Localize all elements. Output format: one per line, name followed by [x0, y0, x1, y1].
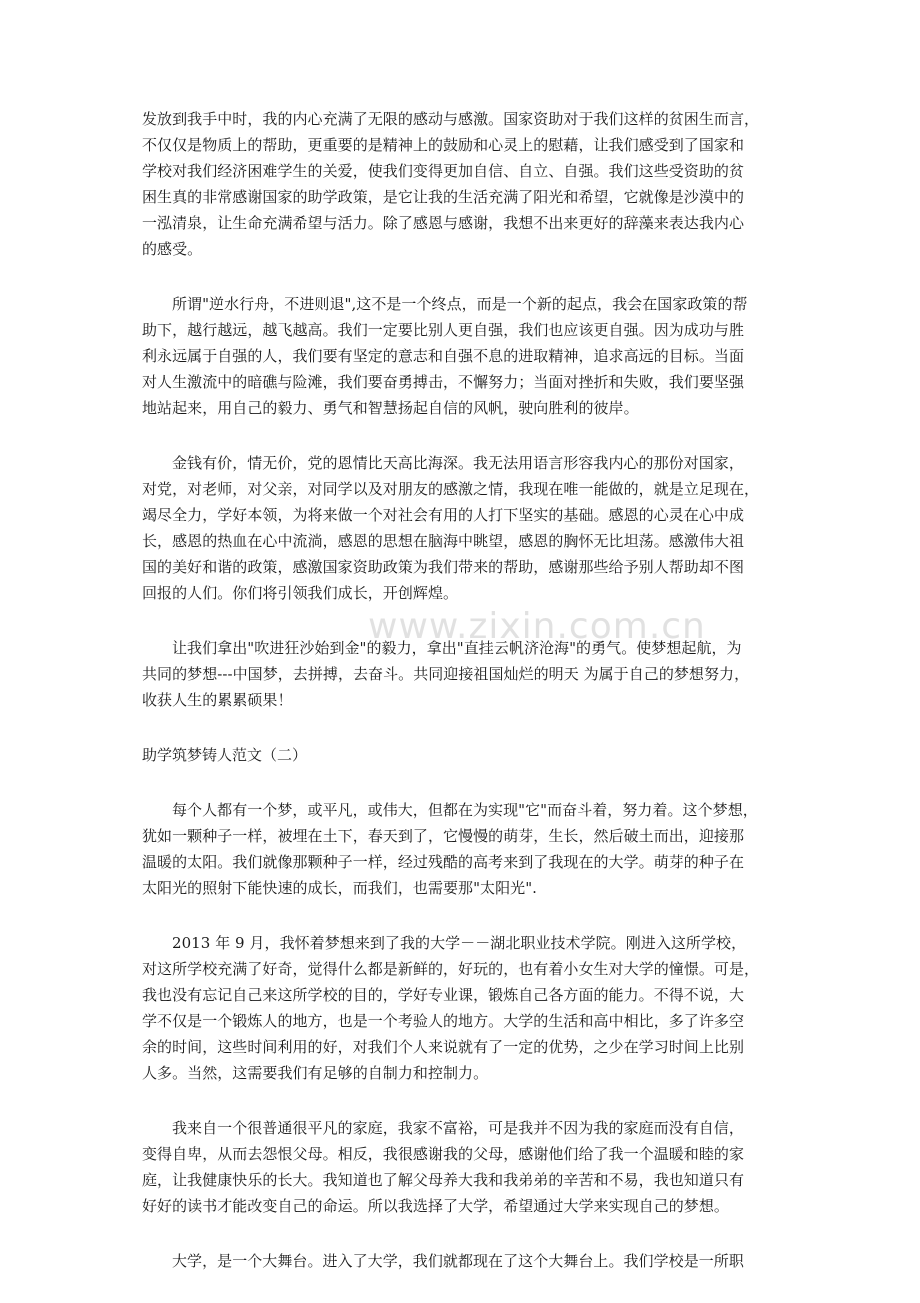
line-text: 长，感恩的热血在心中流淌，感恩的思想在脑海中眺望，感恩的胸怀无比坦荡。感激伟大祖	[142, 532, 745, 550]
line-text: 利永远属于自强的人，我们要有坚定的意志和自强不息的进取精神，追求高远的目标。当面	[142, 347, 745, 365]
paragraph	[142, 291, 782, 421]
paragraph-line	[142, 132, 782, 158]
line-text: 困生真的非常感谢国家的助学政策，是它让我的生活充满了阳光和希望，它就像是沙漠中的	[142, 188, 745, 206]
line-text: 助下，越行越远，越飞越高。我们一定要比别人更自强，我们也应该更自强。因为成功与胜	[142, 321, 745, 339]
paragraph-line	[142, 1248, 782, 1274]
paragraph-line	[142, 580, 782, 606]
section-two	[142, 797, 782, 1274]
paragraph-line	[142, 930, 782, 956]
line-text: 大学，是一个大舞台。进入了大学，我们就都现在了这个大舞台上。我们学校是一所职	[172, 1252, 744, 1270]
paragraph-line	[142, 956, 782, 982]
paragraph	[142, 1248, 782, 1274]
line-text: 学不仅是一个锻炼人的地方，也是一个考验人的地方。大学的生活和高中相比，多了许多空	[142, 1012, 745, 1030]
paragraph-line	[142, 982, 782, 1008]
line-text: 对党，对老师，对父亲，对同学以及对朋友的感激之情，我现在唯一能做的，就是立足现在，	[142, 480, 760, 498]
paragraph-line	[142, 823, 782, 849]
paragraph-line	[142, 528, 782, 554]
paragraph-line	[142, 1167, 782, 1193]
line-text: 好好的读书才能改变自己的命运。所以我选择了大学，希望通过大学来实现自己的梦想。	[142, 1197, 729, 1215]
watermark-text: www.zixin.com.cn	[368, 606, 706, 647]
line-text: 我来自一个很普通很平凡的家庭，我家不富裕，可是我并不因为我的家庭而没有自信，	[172, 1119, 744, 1137]
paragraph-line	[142, 1060, 782, 1086]
line-text: 地站起来，用自己的毅力、勇气和智慧扬起自信的风帆，驶向胜利的彼岸。	[142, 399, 639, 417]
line-text: 回报的人们。你们将引领我们成长，开创辉煌。	[142, 584, 459, 602]
paragraph-line	[142, 184, 782, 210]
paragraph-line	[142, 687, 782, 713]
line-text: 每个人都有一个梦，或平凡，或伟大，但都在为实现"它"而奋斗着，努力着。这个梦想，	[172, 801, 758, 819]
line-text: 太阳光的照射下能快速的成长，而我们，也需要那"太阳光".	[142, 879, 537, 897]
paragraph-line	[142, 1034, 782, 1060]
line-text: 变得自卑，从而去怨恨父母。相反，我很感谢我的父母，感谢他们给了我一个温暖和睦的家	[142, 1145, 745, 1163]
line-text: 犹如一颗种子一样，被埋在土下，春天到了，它慢慢的萌芽，生长，然后破土而出，迎接那	[142, 827, 745, 845]
paragraph-line	[142, 502, 782, 528]
paragraph-line	[142, 291, 782, 317]
paragraph-line	[142, 849, 782, 875]
line-text: 的感受。	[142, 240, 203, 258]
paragraph	[142, 1115, 782, 1219]
paragraph-line	[142, 661, 782, 687]
line-text: 国的美好和谐的政策，感激国家资助政策为我们带来的帮助，感谢那些给予别人帮助却不图	[142, 558, 745, 576]
paragraph-line	[142, 797, 782, 823]
line-text: 庭，让我健康快乐的长大。我知道也了解父母养大我和我弟弟的辛苦和不易，我也知道只有	[142, 1171, 745, 1189]
paragraph-line	[142, 1141, 782, 1167]
line-text: 不仅仅是物质上的帮助，更重要的是精神上的鼓励和心灵上的慰藉，让我们感受到了国家和	[142, 136, 745, 154]
paragraph	[142, 450, 782, 606]
paragraph-line	[142, 343, 782, 369]
paragraph	[142, 106, 782, 262]
line-text: 一泓清泉，让生命充满希望与活力。除了感恩与感谢，我想不出来更好的辞藻来表达我内心	[142, 214, 745, 232]
paragraph-line	[142, 476, 782, 502]
paragraph-line	[142, 236, 782, 262]
paragraph-line	[142, 369, 782, 395]
paragraph-line	[142, 554, 782, 580]
paragraph-line	[142, 450, 782, 476]
paragraph	[142, 797, 782, 901]
line-text: 学校对我们经济困难学生的关爱，使我们变得更加自信、自立、自强。我们这些受资助的贫	[142, 162, 745, 180]
paragraph	[142, 930, 782, 1086]
line-text: 温暖的太阳。我们就像那颗种子一样，经过残酷的高考来到了我现在的大学。萌芽的种子在	[142, 853, 745, 871]
paragraph-line	[142, 1193, 782, 1219]
line-text: 对这所学校充满了好奇，觉得什么都是新鲜的，好玩的，也有着小女生对大学的憧憬。可是，	[142, 960, 760, 978]
line-text: 我也没有忘记自己来这所学校的目的，学好专业课，锻炼自己各方面的能力。不得不说，大	[142, 986, 745, 1004]
paragraph-line	[142, 158, 782, 184]
paragraph-line	[142, 1008, 782, 1034]
paragraph-line	[142, 875, 782, 901]
line-text: 人多。当然，这需要我们有足够的自制力和控制力。	[142, 1064, 489, 1082]
paragraph-line	[142, 317, 782, 343]
section-one	[142, 106, 782, 713]
paragraph-line	[142, 1115, 782, 1141]
line-text: 共同的梦想---中国梦，去拼搏，去奋斗。共同迎接祖国灿烂的明天 为属于自己的梦想努力，	[142, 665, 750, 683]
paragraph-line	[142, 395, 782, 421]
line-text: 发放到我手中时，我的内心充满了无限的感动与感激。国家资助对于我们这样的贫困生而言，	[142, 110, 760, 128]
line-text: 让我们拿出"吹进狂沙始到金"的毅力，拿出"直挂云帆济沧海"的勇气。使梦想起航，为	[172, 639, 742, 657]
paragraph	[142, 635, 782, 713]
line-text: 余的时间，这些时间利用的好，对我们个人来说就有了一定的优势，之少在学习时间上比别	[142, 1038, 745, 1056]
paragraph-line	[142, 635, 782, 661]
line-text: 金钱有价，情无价，党的恩情比天高比海深。我无法用语言形容我内心的那份对国家，	[172, 454, 744, 472]
document-body	[142, 106, 782, 1303]
paragraph-line	[142, 106, 782, 132]
line-text: 所谓"逆水行舟，不进则退",这不是一个终点，而是一个新的起点，我会在国家政策的帮	[172, 295, 748, 313]
paragraph-line	[142, 210, 782, 236]
section-heading: 助学筑梦铸人范文（二）	[142, 746, 308, 764]
line-text: 竭尽全力，学好本领，为将来做一个对社会有用的人打下坚实的基础。感恩的心灵在心中成	[142, 506, 745, 524]
line-text: 收获人生的累累硕果！	[142, 691, 293, 709]
line-text: 2013 年 9 月，我怀着梦想来到了我的大学－－湖北职业技术学院。刚进入这所学校，	[172, 934, 747, 952]
line-text: 对人生激流中的暗礁与险滩，我们要奋勇搏击，不懈努力；当面对挫折和失败，我们要坚强	[142, 373, 745, 391]
